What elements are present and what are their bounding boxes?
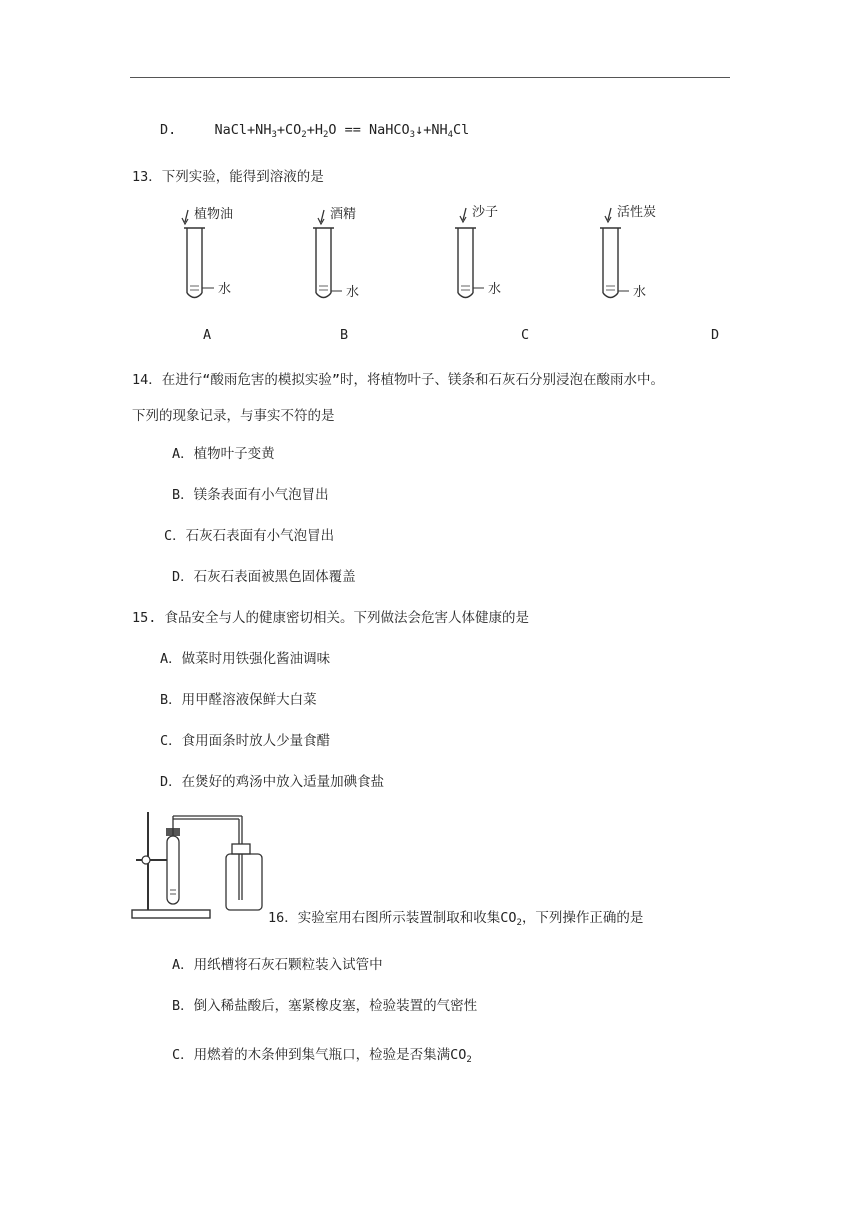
liquid-label: 水 — [346, 285, 360, 300]
equation-part: NaCl+NH — [214, 122, 272, 138]
tube-bottom — [603, 293, 618, 298]
equation-sub: 2 — [301, 130, 307, 140]
equation-part: O == NaHCO — [328, 122, 410, 138]
test-tube-d-figure — [597, 200, 667, 306]
liquid-label: 水 — [218, 282, 232, 297]
q15-option-c: C．食用面条时放人少量食醋 — [160, 733, 331, 749]
reagent-label: 活性炭 — [617, 205, 657, 220]
q12-option-d — [160, 122, 469, 140]
q14-option-c: C．石灰石表面有小气泡冒出 — [164, 528, 335, 544]
q14-option-a: A．植物叶子变黄 — [172, 446, 275, 462]
q16-option-c — [172, 1043, 472, 1065]
option-label: D. — [160, 122, 177, 138]
header-rule — [130, 77, 730, 78]
equation-sub: 2 — [322, 130, 329, 140]
co2-apparatus-figure — [130, 810, 265, 922]
liquid-label: 水 — [488, 282, 502, 297]
clamp-screw-icon — [142, 856, 150, 864]
equation-sub: 4 — [447, 130, 454, 140]
reagent-label: 酒精 — [330, 207, 357, 222]
q16-stem — [268, 906, 643, 928]
q16-stem-main: 16．实验室用右图所示装置制取和收集CO — [268, 910, 517, 926]
equation-sub: 3 — [409, 130, 416, 140]
stand-base — [132, 910, 210, 918]
equation-sub: 3 — [271, 130, 277, 140]
test-tube-b-figure — [308, 200, 378, 306]
tube-bottom — [458, 293, 473, 298]
tube-bottom — [187, 293, 202, 298]
choice-letter-d: D — [711, 327, 720, 343]
gas-collecting-bottle — [226, 854, 262, 910]
q15-option-b: B．用甲醛溶液保鲜大白菜 — [160, 692, 317, 708]
q14-option-d: D．石灰石表面被黑色固体覆盖 — [172, 569, 356, 585]
bottle-neck — [232, 844, 250, 854]
q14-stem-line1: 14．在进行“酸雨危害的模拟实验”时，将植物叶子、镁条和石灰石分别浸泡在酸雨水中。 — [132, 372, 665, 388]
choice-letter-b: B — [340, 327, 349, 343]
equation-part: +NH — [423, 122, 448, 138]
q15-stem: 15. 食品安全与人的健康密切相关。下列做法会危害人体健康的是 — [132, 610, 530, 626]
test-tube-c-figure — [452, 200, 522, 306]
q16-option-c-sub: 2 — [466, 1055, 472, 1065]
precipitate-arrow: ↓ — [415, 122, 424, 138]
q15-option-a: A．做菜时用铁强化酱油调味 — [160, 651, 331, 667]
q14-stem-line2: 下列的现象记录，与事实不符的是 — [132, 408, 335, 424]
equation-part: +H — [306, 122, 323, 138]
q16-option-c-main: C．用燃着的木条伸到集气瓶口，检验是否集满CO — [172, 1047, 467, 1063]
q16-option-a: A．用纸槽将石灰石颗粒装入试管中 — [172, 957, 383, 973]
equation-part: Cl — [453, 122, 470, 138]
choice-letter-c: C — [521, 327, 530, 343]
reagent-label: 植物油 — [194, 207, 234, 222]
q16-option-b: B．倒入稀盐酸后，塞紧橡皮塞，检验装置的气密性 — [172, 998, 478, 1014]
tube-bottom — [316, 293, 331, 298]
choice-letter-a: A — [203, 327, 212, 343]
q13-stem: 13．下列实验，能得到溶液的是 — [132, 169, 324, 185]
q16-stem-sub: 2 — [516, 918, 522, 928]
equation-part: +CO — [276, 122, 302, 138]
q15-option-d: D．在煲好的鸡汤中放入适量加碘食盐 — [160, 774, 385, 790]
liquid-label: 水 — [633, 285, 647, 300]
q16-stem-tail: ，下列操作正确的是 — [521, 910, 644, 926]
reagent-label: 沙子 — [472, 205, 499, 220]
test-tube-a-figure — [180, 200, 250, 306]
q14-option-b: B．镁条表面有小气泡冒出 — [172, 487, 329, 503]
